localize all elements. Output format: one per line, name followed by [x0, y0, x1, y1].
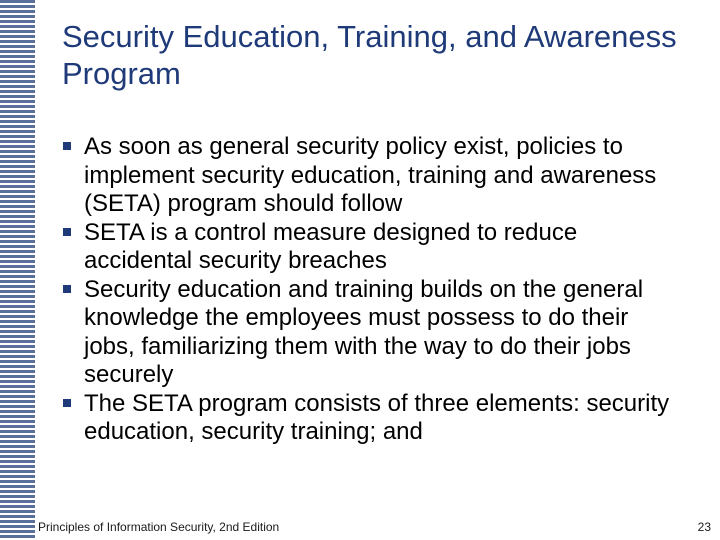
bullet-text: As soon as general security policy exist, policies to implement security education, training and awareness (SETA) program should follow [84, 133, 657, 217]
slide-footer: Principles of Information Security, 2nd Edition [38, 520, 280, 534]
bullet-item [62, 390, 672, 447]
square-bullet-icon [63, 285, 71, 293]
square-bullet-icon [63, 142, 71, 150]
square-bullet-icon [63, 399, 71, 407]
bullet-text: The SETA program consists of three elements: security education, security training; and [84, 389, 670, 445]
bullet-item [62, 133, 672, 219]
bullet-text: SETA is a control measure designed to reduce accidental security breaches [84, 218, 578, 274]
page-number: 23 [697, 520, 711, 534]
bullet-item [62, 276, 672, 390]
square-bullet-icon [63, 228, 71, 236]
bullet-item [62, 219, 672, 276]
slide-title: Security Education, Training, and Awareness Program [62, 19, 677, 91]
bullet-list [62, 133, 672, 447]
bullet-text: Security education and training builds on the general knowledge the employees must possess to do their jobs, familiarizing them with the way to do their jobs securely [84, 275, 644, 388]
